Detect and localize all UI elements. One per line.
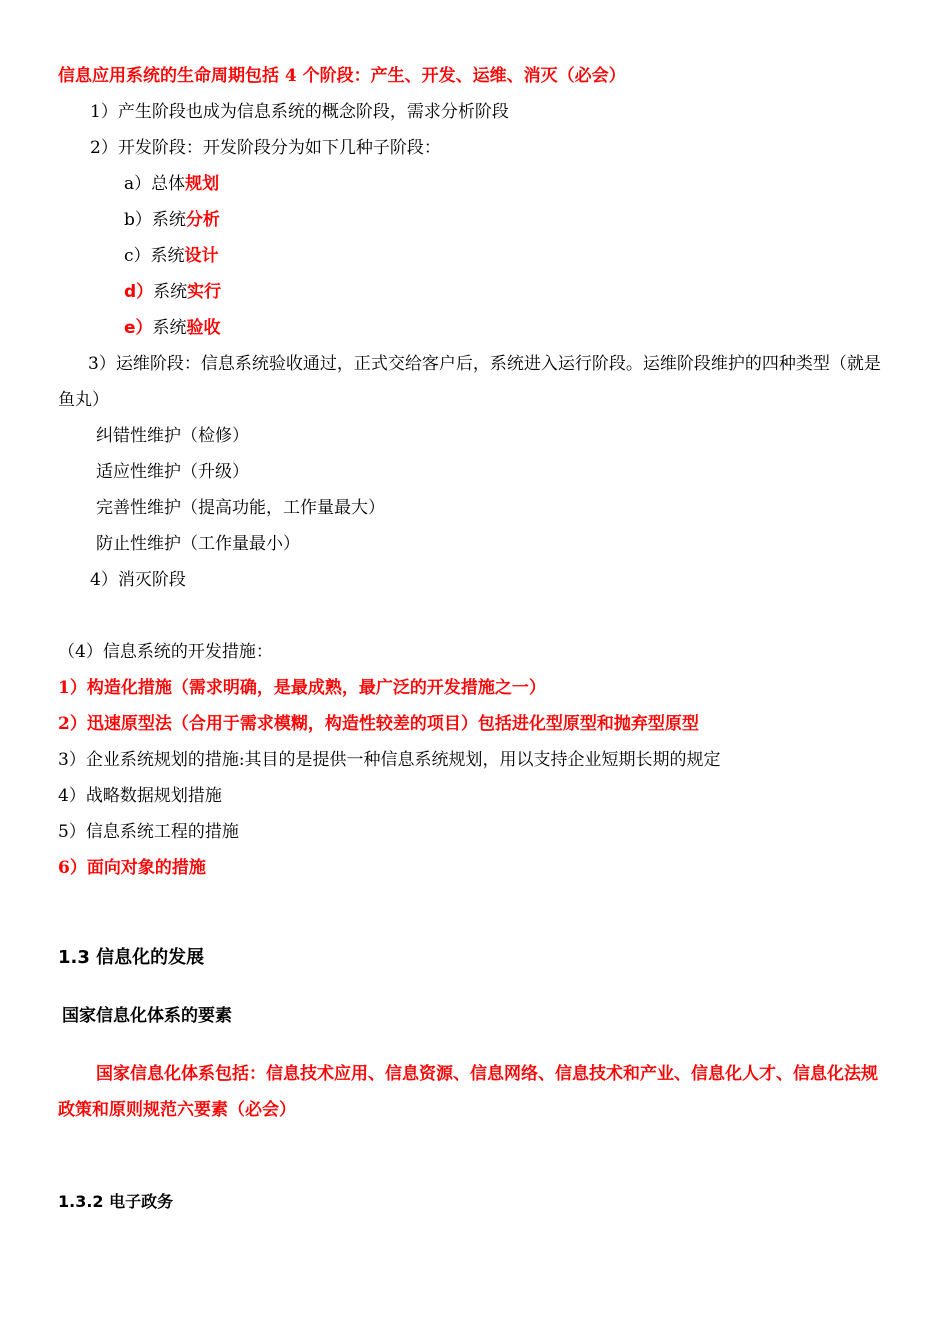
stage-2: 2）开发阶段：开发阶段分为如下几种子阶段： — [90, 138, 441, 158]
substage-prefix: b）系统 — [124, 210, 186, 230]
dev-item-5: 5）信息系统工程的措施 — [58, 822, 239, 842]
substage-marker: d） — [124, 282, 154, 302]
substage-prefix: 系统 — [153, 282, 188, 302]
dev-item-3: 3）企业系统规划的措施:其目的是提供一种信息系统规划，用以支持企业短期长期的规定 — [58, 750, 721, 770]
substage-prefix: 系统 — [152, 318, 187, 338]
section-heading-1-3-2 — [58, 1190, 173, 1214]
substage-marker: e） — [124, 318, 153, 338]
substage-d — [124, 280, 221, 304]
elements-heading: 国家信息化体系的要素 — [62, 1006, 232, 1026]
substage-key: 验收 — [186, 318, 221, 338]
substage-prefix: a）总体 — [124, 174, 186, 194]
section-heading-1-3 — [58, 946, 204, 970]
substage-e — [124, 316, 221, 340]
maint-item-2: 适应性维护（升级） — [96, 462, 249, 482]
stage-3: 3）运维阶段：信息系统验收通过，正式交给客户后，系统进入运行阶段。运维阶段维护的四种类型（就是鱼丸） — [58, 354, 881, 410]
substage-key: 实行 — [187, 282, 222, 302]
maint-item-4: 防止性维护（工作量最小） — [96, 534, 300, 554]
substage-prefix: c）系统 — [124, 246, 185, 266]
section-number: 1.3 — [58, 947, 90, 968]
substage-c — [124, 244, 219, 268]
maint-item-3: 完善性维护（提高功能，工作量最大） — [96, 498, 385, 518]
elements-body: 国家信息化体系包括：信息技术应用、信息资源、信息网络、信息技术和产业、信息化人才、信息化法规政策和原则规范六要素（必会） — [58, 1064, 878, 1120]
stage-4: 4）消灭阶段 — [90, 570, 186, 590]
dev-item-6: 6）面向对象的措施 — [58, 858, 206, 878]
dev-item-2: 2）迅速原型法（合用于需求模糊，构造性较差的项目）包括进化型原型和抛弃型原型 — [58, 714, 699, 734]
dev-item-1: 1）构造化措施（需求明确，是最成熟，最广泛的开发措施之一） — [58, 678, 546, 698]
dev-item-4: 4）战略数据规划措施 — [58, 786, 222, 806]
section-title: 电子政务 — [103, 1192, 174, 1211]
intro-line: 信息应用系统的生命周期包括 4 个阶段：产生、开发、运维、消灭（必会） — [58, 66, 626, 86]
substage-key: 分析 — [185, 210, 220, 230]
section-title: 信息化的发展 — [89, 947, 205, 968]
substage-key: 设计 — [184, 246, 219, 266]
substage-b — [124, 208, 220, 232]
substage-key: 规划 — [185, 174, 220, 194]
dev-title: （4）信息系统的开发措施： — [58, 642, 273, 662]
section-number: 1.3.2 — [58, 1192, 104, 1211]
stage-1: 1）产生阶段也成为信息系统的概念阶段，需求分析阶段 — [90, 102, 509, 122]
maint-item-1: 纠错性维护（检修） — [96, 426, 249, 446]
substage-a — [124, 172, 219, 196]
